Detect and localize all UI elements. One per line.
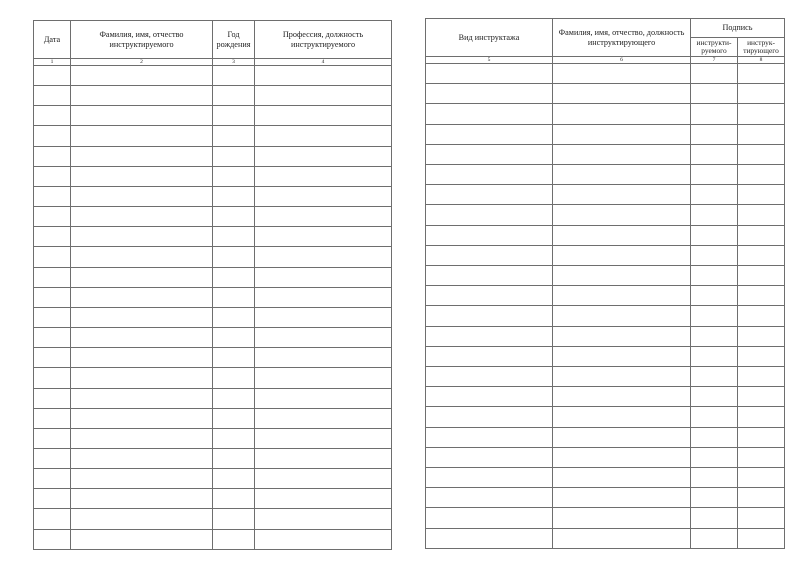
- blank-entry-cell: [738, 468, 785, 488]
- blank-entry-cell: [426, 104, 553, 124]
- table-row: [34, 66, 392, 86]
- blank-entry-cell: [71, 247, 213, 267]
- blank-entry-cell: [71, 66, 213, 86]
- blank-entry-cell: [426, 124, 553, 144]
- blank-entry-cell: [255, 307, 392, 327]
- blank-entry-cell: [691, 488, 738, 508]
- blank-entry-cell: [738, 407, 785, 427]
- table-row: [426, 245, 785, 265]
- blank-entry-cell: [738, 488, 785, 508]
- blank-entry-cell: [255, 146, 392, 166]
- blank-entry-cell: [426, 407, 553, 427]
- blank-entry-cell: [34, 267, 71, 287]
- table-row: [426, 205, 785, 225]
- table-row: [34, 408, 392, 428]
- blank-entry-cell: [34, 448, 71, 468]
- blank-entry-cell: [553, 64, 691, 84]
- blank-entry-cell: [213, 509, 255, 529]
- blank-entry-cell: [738, 84, 785, 104]
- table-row: [426, 286, 785, 306]
- blank-entry-cell: [691, 286, 738, 306]
- blank-entry-cell: [738, 185, 785, 205]
- table-row: [34, 428, 392, 448]
- blank-entry-cell: [71, 348, 213, 368]
- blank-entry-cell: [34, 348, 71, 368]
- blank-entry-cell: [213, 287, 255, 307]
- blank-entry-cell: [255, 348, 392, 368]
- table-row: [426, 508, 785, 528]
- table-row: [34, 86, 392, 106]
- table-row: [34, 227, 392, 247]
- blank-entry-cell: [553, 528, 691, 548]
- header-birth-year: Год рождения: [213, 21, 255, 59]
- blank-entry-cell: [426, 326, 553, 346]
- blank-entry-cell: [255, 509, 392, 529]
- blank-entry-cell: [213, 307, 255, 327]
- column-number: 2: [71, 59, 213, 66]
- blank-entry-cell: [255, 448, 392, 468]
- table-row: [426, 528, 785, 548]
- blank-entry-cell: [738, 326, 785, 346]
- blank-entry-cell: [213, 227, 255, 247]
- blank-entry-cell: [691, 64, 738, 84]
- header-signature-trainee: инструкти-руемого: [691, 38, 738, 57]
- blank-entry-cell: [738, 64, 785, 84]
- blank-entry-cell: [553, 427, 691, 447]
- blank-entry-cell: [691, 427, 738, 447]
- blank-entry-cell: [738, 245, 785, 265]
- blank-entry-cell: [213, 126, 255, 146]
- blank-entry-cell: [71, 106, 213, 126]
- header-instructor-name: Фамилия, имя, отчество, должность инструктирующего: [553, 19, 691, 57]
- blank-entry-cell: [426, 245, 553, 265]
- blank-entry-cell: [691, 367, 738, 387]
- blank-entry-cell: [426, 488, 553, 508]
- table-row: [34, 166, 392, 186]
- blank-entry-cell: [255, 186, 392, 206]
- table-row: [34, 287, 392, 307]
- blank-entry-cell: [738, 144, 785, 164]
- blank-entry-cell: [34, 307, 71, 327]
- blank-entry-cell: [691, 306, 738, 326]
- blank-entry-cell: [255, 328, 392, 348]
- blank-entry-cell: [213, 66, 255, 86]
- blank-entry-cell: [213, 106, 255, 126]
- blank-entry-cell: [738, 427, 785, 447]
- blank-entry-cell: [738, 286, 785, 306]
- blank-entry-cell: [553, 124, 691, 144]
- column-number: 3: [213, 59, 255, 66]
- table-row: [34, 489, 392, 509]
- blank-entry-cell: [213, 267, 255, 287]
- blank-entry-cell: [34, 509, 71, 529]
- left-journal-table: [33, 20, 392, 550]
- blank-entry-cell: [255, 207, 392, 227]
- table-row: [34, 509, 392, 529]
- blank-entry-cell: [553, 468, 691, 488]
- blank-entry-cell: [738, 528, 785, 548]
- blank-entry-cell: [34, 146, 71, 166]
- blank-entry-cell: [71, 408, 213, 428]
- table-row: [426, 306, 785, 326]
- blank-entry-cell: [553, 84, 691, 104]
- blank-entry-cell: [34, 287, 71, 307]
- blank-entry-cell: [34, 247, 71, 267]
- table-row: [426, 124, 785, 144]
- blank-entry-cell: [71, 307, 213, 327]
- blank-entry-cell: [553, 185, 691, 205]
- blank-entry-cell: [213, 186, 255, 206]
- table-row: [426, 84, 785, 104]
- blank-entry-cell: [553, 165, 691, 185]
- blank-entry-cell: [691, 144, 738, 164]
- table-row: [426, 144, 785, 164]
- table-row: [426, 266, 785, 286]
- table-row: [426, 447, 785, 467]
- blank-entry-cell: [691, 104, 738, 124]
- blank-entry-cell: [426, 468, 553, 488]
- blank-entry-cell: [213, 448, 255, 468]
- blank-entry-cell: [213, 408, 255, 428]
- table-row: [34, 186, 392, 206]
- blank-entry-cell: [34, 428, 71, 448]
- table-row: [34, 469, 392, 489]
- blank-entry-cell: [213, 348, 255, 368]
- blank-entry-cell: [34, 489, 71, 509]
- header-trainee-name: Фамилия, имя, отчество инструктируемого: [71, 21, 213, 59]
- blank-entry-cell: [691, 266, 738, 286]
- blank-entry-cell: [426, 367, 553, 387]
- table-row: [34, 307, 392, 327]
- blank-entry-cell: [71, 489, 213, 509]
- blank-entry-cell: [71, 126, 213, 146]
- left-journal-page: [33, 20, 391, 550]
- column-number: 5: [426, 57, 553, 64]
- blank-entry-cell: [691, 508, 738, 528]
- header-trainee-profession: Профессия, должность инструктируемого: [255, 21, 392, 59]
- blank-entry-cell: [255, 247, 392, 267]
- blank-entry-cell: [738, 124, 785, 144]
- blank-entry-cell: [691, 124, 738, 144]
- blank-entry-cell: [213, 529, 255, 549]
- blank-entry-cell: [34, 86, 71, 106]
- blank-entry-cell: [426, 447, 553, 467]
- table-row: [34, 146, 392, 166]
- blank-entry-cell: [255, 86, 392, 106]
- blank-entry-cell: [71, 146, 213, 166]
- blank-entry-cell: [71, 207, 213, 227]
- blank-entry-cell: [553, 205, 691, 225]
- blank-entry-cell: [34, 227, 71, 247]
- blank-entry-cell: [255, 287, 392, 307]
- blank-entry-cell: [71, 428, 213, 448]
- blank-entry-cell: [553, 508, 691, 528]
- table-row: [34, 106, 392, 126]
- blank-entry-cell: [71, 287, 213, 307]
- blank-entry-cell: [738, 346, 785, 366]
- blank-entry-cell: [691, 185, 738, 205]
- blank-entry-cell: [691, 387, 738, 407]
- blank-entry-cell: [71, 227, 213, 247]
- blank-entry-cell: [426, 205, 553, 225]
- column-number: 4: [255, 59, 392, 66]
- blank-entry-cell: [71, 267, 213, 287]
- table-row: [34, 126, 392, 146]
- blank-entry-cell: [255, 368, 392, 388]
- blank-entry-cell: [213, 86, 255, 106]
- header-signature-instructor: инструк-тирующего: [738, 38, 785, 57]
- table-row: [426, 346, 785, 366]
- blank-entry-cell: [553, 144, 691, 164]
- blank-entry-cell: [34, 388, 71, 408]
- blank-entry-cell: [553, 245, 691, 265]
- blank-entry-cell: [213, 489, 255, 509]
- column-number: 7: [691, 57, 738, 64]
- table-row: [426, 427, 785, 447]
- table-row: [426, 104, 785, 124]
- column-number: 1: [34, 59, 71, 66]
- blank-entry-cell: [426, 427, 553, 447]
- blank-entry-cell: [71, 469, 213, 489]
- blank-entry-cell: [34, 166, 71, 186]
- table-row: [426, 367, 785, 387]
- blank-entry-cell: [426, 528, 553, 548]
- blank-entry-cell: [691, 165, 738, 185]
- blank-entry-cell: [426, 508, 553, 528]
- blank-entry-cell: [255, 408, 392, 428]
- table-row: [34, 267, 392, 287]
- blank-entry-cell: [691, 447, 738, 467]
- blank-entry-cell: [426, 64, 553, 84]
- blank-entry-cell: [691, 326, 738, 346]
- blank-entry-cell: [34, 529, 71, 549]
- blank-entry-cell: [738, 104, 785, 124]
- blank-entry-cell: [71, 388, 213, 408]
- table-row: [426, 488, 785, 508]
- blank-entry-cell: [213, 368, 255, 388]
- blank-entry-cell: [213, 166, 255, 186]
- table-row: [426, 64, 785, 84]
- header-date: Дата: [34, 21, 71, 59]
- blank-entry-cell: [213, 388, 255, 408]
- table-row: [34, 207, 392, 227]
- blank-entry-cell: [255, 529, 392, 549]
- table-row: [34, 388, 392, 408]
- blank-entry-cell: [738, 387, 785, 407]
- left-table-body: [34, 66, 392, 550]
- column-number: 8: [738, 57, 785, 64]
- blank-entry-cell: [255, 489, 392, 509]
- blank-entry-cell: [255, 428, 392, 448]
- blank-entry-cell: [738, 447, 785, 467]
- blank-entry-cell: [426, 387, 553, 407]
- blank-entry-cell: [553, 286, 691, 306]
- table-row: [426, 387, 785, 407]
- blank-entry-cell: [738, 205, 785, 225]
- table-row: [34, 448, 392, 468]
- blank-entry-cell: [738, 306, 785, 326]
- table-row: [426, 185, 785, 205]
- blank-entry-cell: [426, 346, 553, 366]
- blank-entry-cell: [553, 447, 691, 467]
- blank-entry-cell: [553, 346, 691, 366]
- blank-entry-cell: [71, 166, 213, 186]
- blank-entry-cell: [34, 66, 71, 86]
- table-row: [34, 368, 392, 388]
- blank-entry-cell: [738, 266, 785, 286]
- blank-entry-cell: [34, 126, 71, 146]
- blank-entry-cell: [691, 84, 738, 104]
- blank-entry-cell: [213, 146, 255, 166]
- table-row: [34, 247, 392, 267]
- blank-entry-cell: [71, 509, 213, 529]
- blank-entry-cell: [553, 104, 691, 124]
- blank-entry-cell: [691, 346, 738, 366]
- blank-entry-cell: [426, 306, 553, 326]
- blank-entry-cell: [71, 86, 213, 106]
- blank-entry-cell: [691, 225, 738, 245]
- blank-entry-cell: [255, 388, 392, 408]
- blank-entry-cell: [71, 328, 213, 348]
- blank-entry-cell: [691, 205, 738, 225]
- blank-entry-cell: [553, 387, 691, 407]
- blank-entry-cell: [553, 225, 691, 245]
- blank-entry-cell: [213, 207, 255, 227]
- blank-entry-cell: [738, 367, 785, 387]
- blank-entry-cell: [426, 165, 553, 185]
- blank-entry-cell: [34, 368, 71, 388]
- blank-entry-cell: [213, 328, 255, 348]
- table-row: [426, 225, 785, 245]
- table-row: [34, 328, 392, 348]
- blank-entry-cell: [255, 126, 392, 146]
- right-table-body: [426, 64, 785, 549]
- header-briefing-type: Вид инструктажа: [426, 19, 553, 57]
- blank-entry-cell: [426, 144, 553, 164]
- right-journal-page: [425, 18, 784, 549]
- blank-entry-cell: [553, 488, 691, 508]
- blank-entry-cell: [213, 469, 255, 489]
- blank-entry-cell: [34, 186, 71, 206]
- table-row: [426, 326, 785, 346]
- blank-entry-cell: [34, 328, 71, 348]
- blank-entry-cell: [34, 106, 71, 126]
- table-row: [426, 165, 785, 185]
- blank-entry-cell: [426, 286, 553, 306]
- blank-entry-cell: [426, 266, 553, 286]
- blank-entry-cell: [553, 326, 691, 346]
- blank-entry-cell: [34, 408, 71, 428]
- blank-entry-cell: [255, 106, 392, 126]
- blank-entry-cell: [71, 529, 213, 549]
- blank-entry-cell: [34, 469, 71, 489]
- blank-entry-cell: [71, 448, 213, 468]
- table-row: [426, 468, 785, 488]
- blank-entry-cell: [71, 368, 213, 388]
- blank-entry-cell: [255, 227, 392, 247]
- blank-entry-cell: [213, 428, 255, 448]
- blank-entry-cell: [255, 469, 392, 489]
- blank-entry-cell: [255, 166, 392, 186]
- blank-entry-cell: [691, 245, 738, 265]
- blank-entry-cell: [738, 508, 785, 528]
- blank-entry-cell: [213, 247, 255, 267]
- blank-entry-cell: [553, 266, 691, 286]
- blank-entry-cell: [738, 165, 785, 185]
- right-journal-table: [425, 18, 785, 549]
- blank-entry-cell: [34, 207, 71, 227]
- blank-entry-cell: [426, 84, 553, 104]
- table-row: [34, 529, 392, 549]
- blank-entry-cell: [426, 185, 553, 205]
- blank-entry-cell: [553, 306, 691, 326]
- blank-entry-cell: [553, 407, 691, 427]
- blank-entry-cell: [738, 225, 785, 245]
- blank-entry-cell: [553, 367, 691, 387]
- blank-entry-cell: [691, 407, 738, 427]
- table-row: [426, 407, 785, 427]
- blank-entry-cell: [691, 468, 738, 488]
- blank-entry-cell: [255, 267, 392, 287]
- column-number: 6: [553, 57, 691, 64]
- blank-entry-cell: [691, 528, 738, 548]
- table-row: [34, 348, 392, 368]
- header-signature: Подпись: [691, 19, 785, 38]
- blank-entry-cell: [255, 66, 392, 86]
- blank-entry-cell: [71, 186, 213, 206]
- blank-entry-cell: [426, 225, 553, 245]
